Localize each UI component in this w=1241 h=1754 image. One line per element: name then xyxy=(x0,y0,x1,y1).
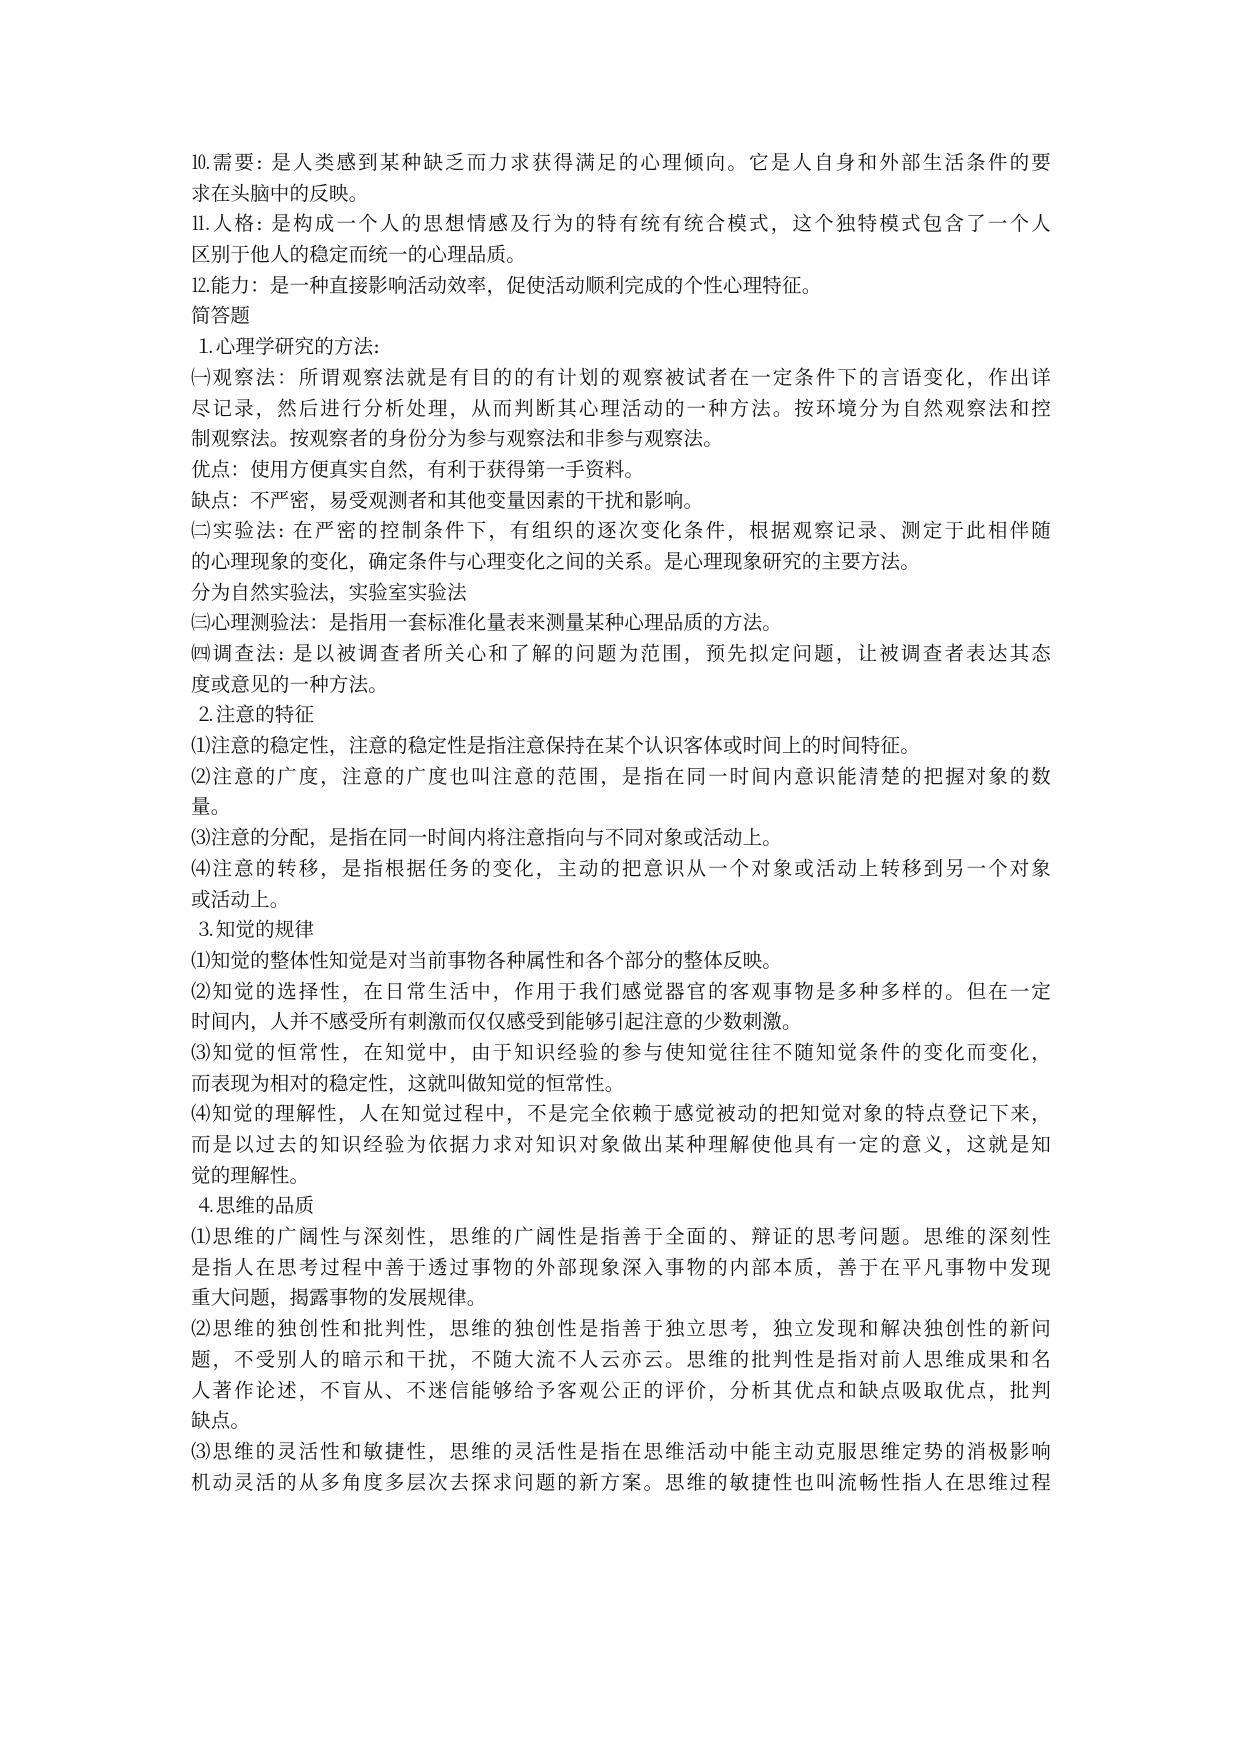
text-line: 分为自然实验法，实验室实验法 xyxy=(191,580,467,604)
text-line: ⑵注意的广度，注意的广度也叫注意的范围，是指在同一时间内意识能清楚的把握对象的数 xyxy=(191,764,1051,788)
text-line: 觉的理解性。 xyxy=(191,1163,310,1187)
text-line: ⑷注意的转移，是指根据任务的变化，主动的把意识从一个对象或活动上转移到另一个对象 xyxy=(191,856,1051,880)
text-line: 制观察法。按观察者的身份分为参与观察法和非参与观察法。 xyxy=(191,427,723,451)
text-line: ⑶注意的分配，是指在同一时间内将注意指向与不同对象或活动上。 xyxy=(191,826,783,850)
text-line: ⑶知觉的恒常性，在知觉中，由于知识经验的参与使知觉往往不随知觉条件的变化而变化， xyxy=(191,1040,1051,1064)
text-line: 而表现为相对的稳定性，这就叫做知觉的恒常性。 xyxy=(191,1071,625,1095)
text-line: 人著作论述，不盲从、不迷信能够给予客观公正的评价，分析其优点和缺点吸取优点，批判 xyxy=(191,1378,1051,1402)
text-line: ⒓能力：是一种直接影响活动效率，促使活动顺利完成的个性心理特征。 xyxy=(191,273,822,297)
text-line: ㈣调查法: 是以被调查者所关心和了解的问题为范围，预先拟定问题，让被调查者表达其态 xyxy=(191,642,1051,665)
text-line: ⑶思维的灵活性和敏捷性，思维的灵活性是指在思维活动中能主动克服思维定势的消极影响 xyxy=(191,1439,1051,1463)
document-page xyxy=(191,148,1051,1498)
text-line: ⑵知觉的选择性，在日常生活中，作用于我们感觉器官的客观事物是多种多样的。但在一定 xyxy=(191,979,1051,1003)
text-line: 时间内，人并不感受所有刺激而仅仅感受到能够引起注意的少数刺激。 xyxy=(191,1010,802,1034)
question-heading: ⒋思维的品质 xyxy=(196,1194,315,1218)
text-line: 而是以过去的知识经验为依据力求对知识对象做出某种理解使他具有一定的意义，这就是知 xyxy=(191,1133,1051,1156)
text-line: 缺点：不严密，易受观测者和其他变量因素的干扰和影响。 xyxy=(191,488,704,512)
text-line: 区别于他人的稳定而统一的心理品质。 xyxy=(191,243,526,267)
text-line: 求在头脑中的反映。 xyxy=(191,181,369,205)
text-line: ⑴思维的广阔性与深刻性，思维的广阔性是指善于全面的、辩证的思考问题。思维的深刻性 xyxy=(191,1225,1051,1249)
text-line: ⒒人格: 是构成一个人的思想情感及行为的特有统有统合模式，这个独特模式包含了一个人 xyxy=(191,212,1051,236)
text-line: ㈠观察法：所谓观察法就是有目的的有计划的观察被试者在一定条件下的言语变化，作出详 xyxy=(191,365,1051,389)
text-line: ⑴知觉的整体性知觉是对当前事物各种属性和各个部分的整体反映。 xyxy=(191,948,783,972)
text-line: ⑷知觉的理解性，人在知觉过程中，不是完全依赖于感觉被动的把知觉对象的特点登记下来， xyxy=(191,1102,1051,1126)
text-line: ㈢心理测验法：是指用一套标准化量表来测量某种心理品质的方法。 xyxy=(191,611,783,635)
text-line: 是指人在思考过程中善于透过事物的外部现象深入事物的内部本质，善于在平凡事物中发现 xyxy=(191,1255,1051,1279)
text-line: ⒑需要: 是人类感到某种缺乏而力求获得满足的心理倾向。它是人自身和外部生活条件的要 xyxy=(191,151,1051,174)
section-heading: 简答题 xyxy=(191,304,251,328)
text-line: 或活动上。 xyxy=(191,887,290,911)
text-line: 量。 xyxy=(191,795,231,819)
question-heading: ⒊知觉的规律 xyxy=(196,918,315,942)
text-line: 机动灵活的从多角度多层次去探求问题的新方案。思维的敏捷性也叫流畅性指人在思维过程 xyxy=(191,1470,1051,1494)
text-line: ㈡实验法: 在严密的控制条件下，有组织的逐次变化条件，根据观察记录、测定于此相伴随 xyxy=(191,519,1051,543)
question-heading: ⒉注意的特征 xyxy=(196,703,315,727)
text-line: 尽记录，然后进行分析处理，从而判断其心理活动的一种方法。按环境分为自然观察法和控 xyxy=(191,396,1051,420)
text-line: 的心理现象的变化，确定条件与心理变化之间的关系。是心理现象研究的主要方法。 xyxy=(191,549,920,573)
text-line: 度或意见的一种方法。 xyxy=(191,672,389,696)
text-line: 缺点。 xyxy=(191,1409,251,1433)
text-line: 优点：使用方便真实自然，有利于获得第一手资料。 xyxy=(191,457,645,481)
text-line: ⑵思维的独创性和批判性，思维的独创性是指善于独立思考，独立发现和解决独创性的新问 xyxy=(191,1317,1051,1341)
text-line: ⑴注意的稳定性，注意的稳定性是指注意保持在某个认识客体或时间上的时间特征。 xyxy=(191,734,920,758)
text-line: 题，不受别人的暗示和干扰，不随大流不人云亦云。思维的批判性是指对前人思维成果和名 xyxy=(191,1347,1051,1371)
question-heading: ⒈心理学研究的方法: xyxy=(196,335,381,359)
text-line: 重大问题，揭露事物的发展规律。 xyxy=(191,1286,487,1310)
